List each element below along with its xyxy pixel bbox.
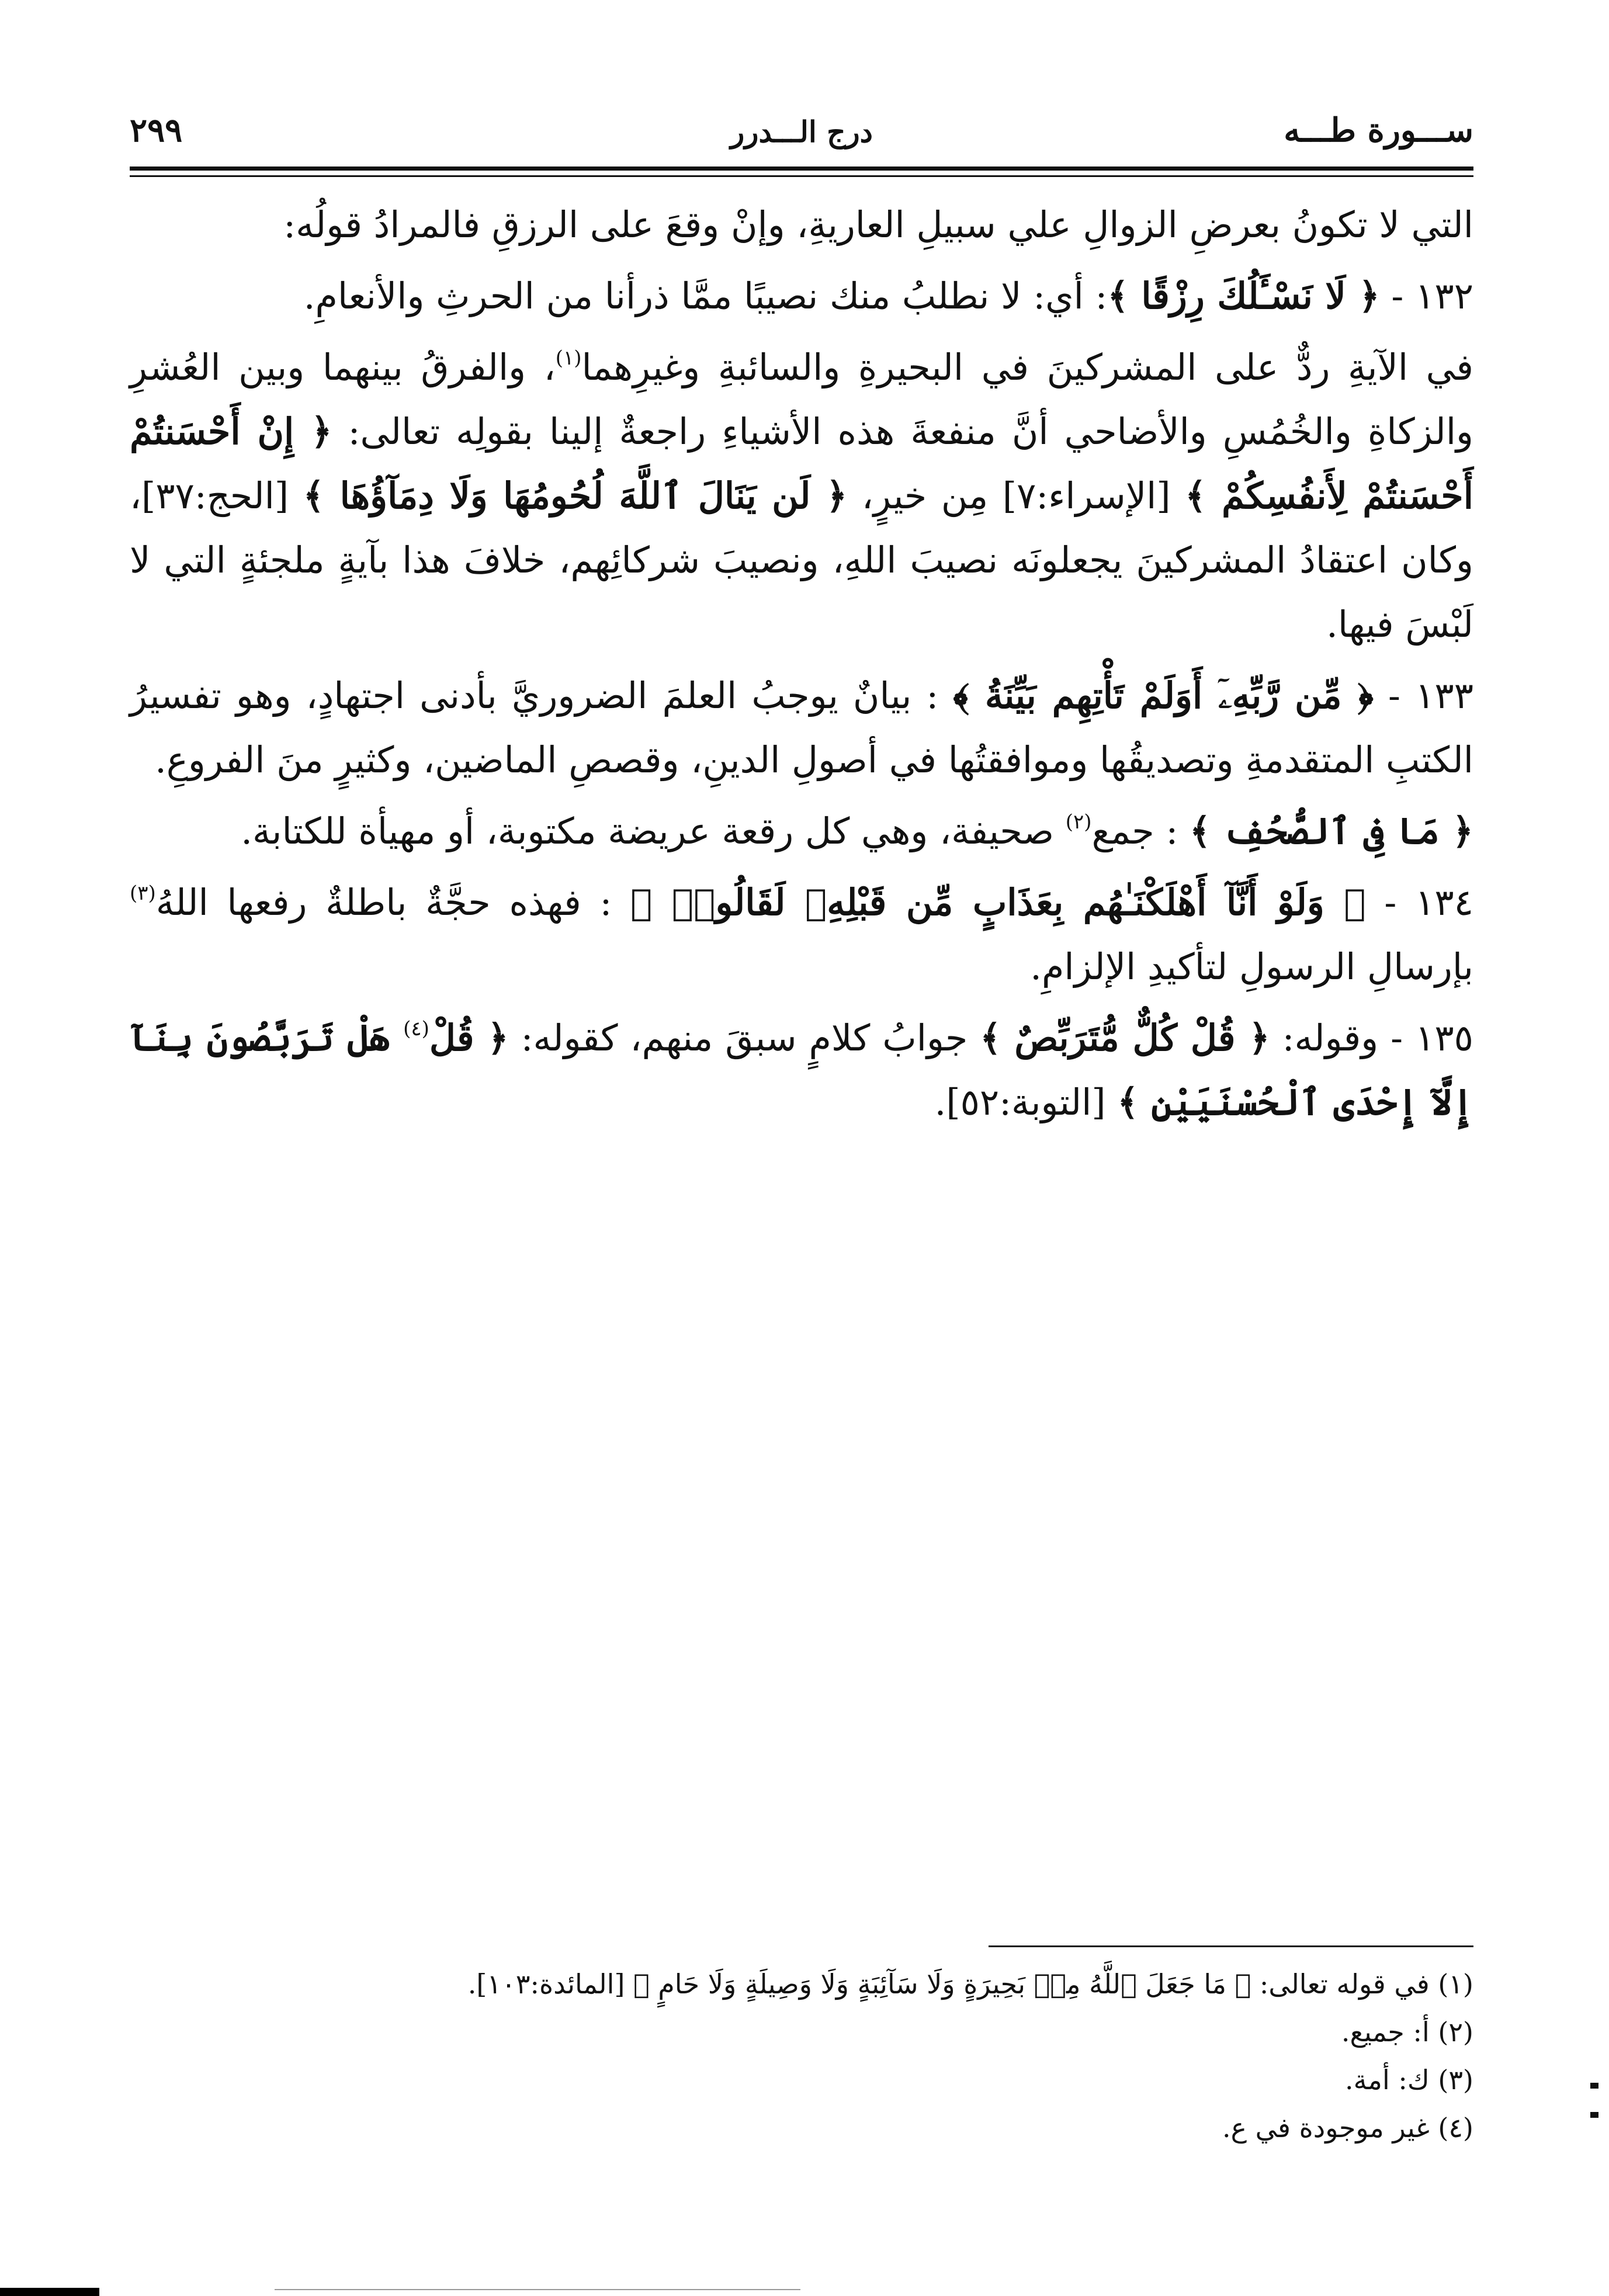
verse-number: ١٣٥ -: [1378, 1017, 1473, 1059]
paragraph-text: صحيفة، وهي كل رقعة عريضة مكتوبة، أو مهيأة للكتابة.: [241, 810, 1066, 852]
scan-edge-line: [275, 2289, 800, 2290]
quran-quote: هَلْ تَرَبَّصُونَ بِنَآ إِلَّآ إِحْدَى ٱلْحُسْنَيَيْنِ ﴾: [130, 1017, 1473, 1123]
quran-quote: ﴿ قُلْ: [429, 1017, 509, 1059]
page-number: ٢٩٩: [130, 111, 183, 150]
paragraph-text: : فهذه حجَّةٌ باطلةٌ رفعها اللهُ: [155, 881, 631, 924]
paragraph-continuation: [130, 193, 1473, 257]
footnote-separator: [989, 1945, 1473, 1947]
paragraph-verse-133: [130, 664, 1473, 792]
paragraph-text: التي لا تكونُ بعرضِ الزوالِ علي سبيلِ العاريةِ، وإنْ وقعَ على الرزقِ فالمرادُ قولُه:: [283, 203, 1473, 246]
quran-quote: ﴿ مَا فِى ٱلصُّحُفِ ﴾: [1190, 810, 1473, 852]
paragraph-text: : بيانٌ يوجبُ العلمَ الضروريَّ بأدنى اجتهادٍ، وهو تفسيرُ الكتبِ المتقدمةِ وتصديقُها وموافقتُها في أصولِ الدينِ، وقصصِ الماضين، وكثيرٍ منَ الفروعِ.: [130, 674, 1473, 781]
surah-title: ســـورة طـــه: [1284, 111, 1473, 150]
paragraph-text: [الإسراء:٧] مِن خيرٍ،: [847, 474, 1185, 517]
paragraph-text: في الآيةِ ردٌّ على المشركينَ في البحيرةِ والسائبةِ وغيرِهما: [581, 346, 1473, 389]
footnote-marker[interactable]: (١): [555, 346, 582, 370]
verse-number: ١٣٤ -: [1365, 881, 1473, 924]
paragraph-text: ، والفرقُ بينهما وبين العُشرِ والزكاةِ والخُمُسِ والأضاحي أنَّ منفعةَ هذه الأشياءِ راجعةٌ إلينا بقولِه تعالى:: [130, 346, 1473, 453]
quran-quote: ﴿ وَلَوْ أَنَّآ أَهْلَكْنَـٰهُم بِعَذَابٍ مِّن قَبْلِهِۦ لَقَالُوا۟ ﴾: [630, 881, 1366, 924]
paragraph-text: بإرسالِ الرسولِ لتأكيدِ الإلزامِ.: [1030, 945, 1473, 988]
footnote-item: (١) في قوله تعالى: ﴿ مَا جَعَلَ ٱللَّهُ مِنۢ بَحِيرَةٍ وَلَا سَآئِبَةٍ وَلَا وَصِيلَةٍ وَلَا حَامٍ ﴾ [المائدة:١٠٣].: [467, 1968, 1473, 2000]
footnote-marker[interactable]: (٤): [403, 1017, 429, 1041]
footnote-item: (٣) ك: أمة.: [1345, 2064, 1473, 2096]
main-text: [130, 193, 1473, 1142]
paragraph-verse-135: [130, 1006, 1473, 1135]
header-rule-thin: [130, 175, 1473, 177]
footnote-marker[interactable]: (٣): [130, 882, 156, 905]
footnote-item: (٢) أ: جميع.: [1341, 2016, 1473, 2048]
scan-edge-bar: [0, 2288, 99, 2296]
quran-quote: ﴿ لَن يَنَالَ ٱللَّهَ لُحُومُهَا وَلَا دِمَآؤُهَا ﴾: [303, 474, 848, 517]
paragraph-text: : جمع: [1091, 810, 1190, 852]
quran-quote: ﴿ لَا نَسْـَٔلُكَ رِزْقًا ﴾: [1107, 275, 1380, 317]
paragraph-verse-134: [130, 870, 1473, 999]
footnote-marker[interactable]: (٢): [1065, 810, 1092, 834]
footnotes: [130, 1960, 1473, 2152]
header-rule-thick: [130, 167, 1473, 171]
paragraph-suhuf: [130, 799, 1473, 863]
book-title: درج الـــدرر: [730, 115, 873, 149]
footnote-item: (٤) غير موجودة في ع.: [1222, 2112, 1473, 2144]
quran-quote: ﴿ مِّن رَّبِّهِۦٓ أَوَلَمْ تَأْتِهِم بَيِّنَةُ ﴾: [953, 674, 1374, 717]
paragraph-verse-132: [130, 264, 1473, 328]
paragraph-text: [التوبة:٥٢].: [934, 1081, 1118, 1123]
paragraph-text: وقوله:: [1270, 1017, 1379, 1059]
paragraph-commentary: [130, 335, 1473, 657]
paragraph-text: [الحج:٣٧]، وكان اعتقادُ المشركينَ يجعلونَه نصيبَ اللهِ، ونصيبَ شركائِهم، خلافَ هذا بآيةٍ ملجئةٍ التي لا لَبْسَ فيها.: [130, 474, 1473, 646]
quran-quote: ﴿ قُلْ كُلٌّ مُّتَرَبِّصٌ ﴾: [980, 1017, 1270, 1059]
running-header: [130, 111, 1473, 164]
paragraph-text: جوابُ كلامٍ سبقَ منهم، كقوله:: [508, 1017, 980, 1059]
scan-edge-mark: [1590, 2083, 1598, 2118]
verse-number: ١٣٢ -: [1379, 275, 1473, 317]
verse-number: ١٣٣ -: [1373, 674, 1473, 717]
paragraph-text: : أي: لا نطلبُ منك نصيبًا ممَّا ذرأنا من الحرثِ والأنعامِ.: [303, 275, 1108, 317]
quran-quote: ﴿ إِنْ أَحْسَنتُمْ أَحْسَنتُمْ لِأَنفُسِكُمْ ﴾: [130, 410, 1473, 517]
